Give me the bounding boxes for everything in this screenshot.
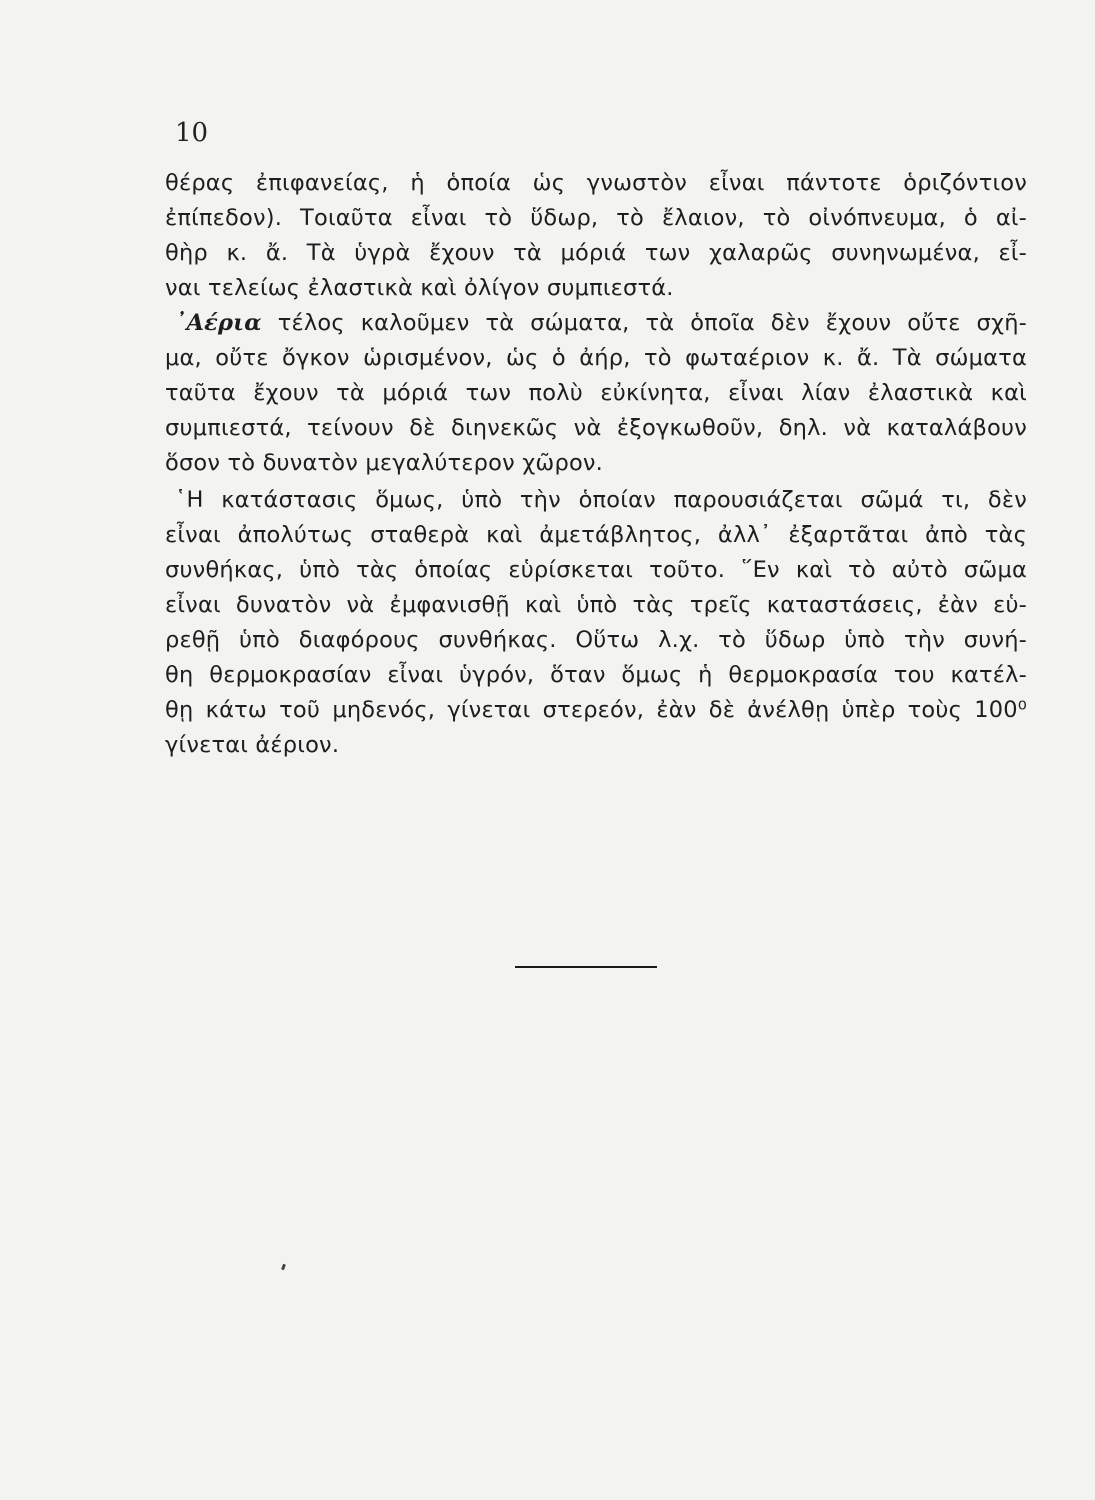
text-line: θέρας ἐπιφανείας, ἡ ὁποία ὡς γνωστὸν εἶναι πάντοτε ὁριζόντιον xyxy=(165,170,1027,196)
section-divider xyxy=(515,966,657,968)
term-aeria: ᾿Αέρια xyxy=(175,310,262,336)
page-number: 10 xyxy=(175,118,209,148)
text-line: ὅσον τὸ δυνατὸν μεγαλύτερον χῶρον. xyxy=(165,450,604,476)
text-line: μα, οὔτε ὄγκον ὡρισμένον, ὡς ὁ ἀήρ, τὸ φωταέριον κ. ἄ. Τὰ σώματα xyxy=(165,345,1027,371)
text-line: θὴρ κ. ἄ. Τὰ ὑγρὰ ἔχουν τὰ μόριά των χαλαρῶς συνηνωμένα, εἶ- xyxy=(165,240,1027,266)
text-line: εἶναι δυνατὸν νὰ ἐμφανισθῇ καὶ ὑπὸ τὰς τρεῖς καταστάσεις, ἐὰν εὑ- xyxy=(165,592,1027,618)
text-line: θῃ κάτω τοῦ μηδενός, γίνεται στερεόν, ἐὰν δὲ ἀνέλθῃ ὑπὲρ τοὺς 100⁰ xyxy=(165,697,1027,723)
text-line: εἶναι ἀπολύτως σταθερὰ καὶ ἀμετάβλητος, ἀλλ᾽ ἐξαρτᾶται ἀπὸ τὰς xyxy=(165,522,1027,548)
text-line: ναι τελείως ἐλαστικὰ καὶ ὀλίγον συμπιεστά. xyxy=(165,275,674,301)
text-fragment: τέλος καλοῦμεν τὰ σώματα, τὰ ὁποῖα δὲν ἔχουν οὔτε σχῆ- xyxy=(261,310,1027,336)
text-line: ἐπίπεδον). Τοιαῦτα εἶναι τὸ ὕδωρ, τὸ ἔλαιον, τὸ οἰνόπνευμα, ὁ αἰ- xyxy=(165,205,1027,231)
text-line: γίνεται ἀέριον. xyxy=(165,732,340,758)
paragraph-aeria-first-line xyxy=(165,306,1027,341)
text-line: συνθήκας, ὑπὸ τὰς ὁποίας εὑρίσκεται τοῦτο. ῞Εν καὶ τὸ αὐτὸ σῶμα xyxy=(165,557,1027,583)
text-line: θη θερμοκρασίαν εἶναι ὑγρόν, ὅταν ὅμως ἡ θερμοκρασία του κατέλ- xyxy=(165,662,1027,688)
body-text xyxy=(165,166,1027,763)
text-line: ταῦτα ἔχουν τὰ μόριά των πολὺ εὐκίνητα, εἶναι λίαν ἐλαστικὰ καὶ xyxy=(165,380,1027,406)
text-line: ῾Η κατάστασις ὅμως, ὑπὸ τὴν ὁποίαν παρουσιάζεται σῶμά τι, δὲν xyxy=(175,487,1027,513)
text-line: ρεθῇ ὑπὸ διαφόρους συνθήκας. Οὕτω λ.χ. τὸ ὕδωρ ὑπὸ τὴν συνή- xyxy=(165,627,1027,653)
ink-speck xyxy=(281,1264,286,1271)
text-line: συμπιεστά, τείνουν δὲ διηνεκῶς νὰ ἐξογκωθοῦν, δηλ. νὰ καταλάβουν xyxy=(165,415,1027,441)
